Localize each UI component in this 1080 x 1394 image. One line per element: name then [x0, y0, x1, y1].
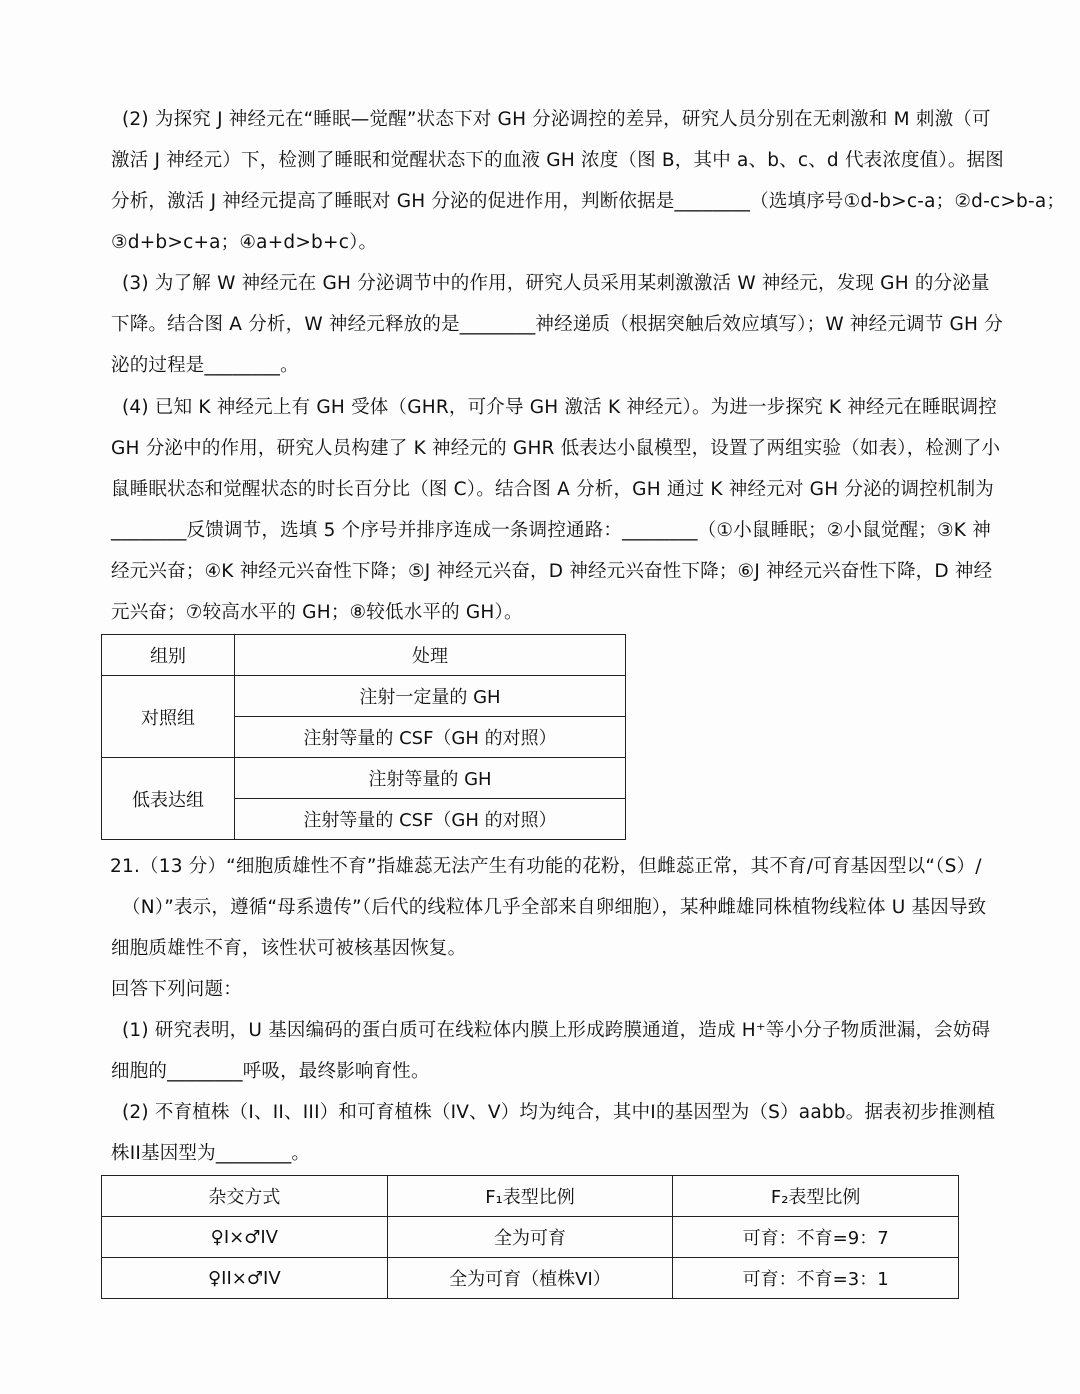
- q20-part4-line6: 元兴奋；⑦较高水平的 GH；⑧较低水平的 GH）。: [111, 602, 523, 623]
- q21-part1-line2: 细胞的________呼吸，最终影响育性。: [111, 1061, 430, 1082]
- table-row: [102, 1217, 959, 1258]
- table-header-row: [102, 635, 626, 676]
- group-name-cell: 对照组: [102, 676, 235, 758]
- q21-part1-line1: (1) 研究表明，U 基因编码的蛋白质可在线粒体内膜上形成跨膜通道，造成 H⁺等小分子物质泄漏，会妨碍: [122, 1020, 991, 1041]
- q21-prompt: 回答下列问题：: [111, 979, 242, 1000]
- header-cell-f1: F₁表型比例: [387, 1176, 673, 1217]
- table-row: [102, 676, 626, 717]
- q20-part4-line5: 经元兴奋；④K 神经元兴奋性下降；⑤J 神经元兴奋，D 神经元兴奋性下降；⑥J 神经元兴奋性下降，D 神经: [111, 561, 993, 582]
- header-cell-treatment: 处理: [235, 635, 626, 676]
- q20-part3-line3: 泌的过程是________。: [111, 355, 299, 376]
- q21-stem-line3: 细胞质雄性不育，该性状可被核基因恢复。: [111, 938, 467, 959]
- q21-part2-line1: (2) 不育植株（I、II、III）和可育植株（IV、V）均为纯合，其中I的基因型为（S）aabb。据表初步推测植: [122, 1102, 996, 1123]
- f2-cell: 可育：不育=9：7: [673, 1217, 959, 1258]
- q21-stem-line2: （N）”表示，遵循“母系遗传”（后代的线粒体几乎全部来自卵细胞），某种雌雄同株植物线粒体 U 基因导致: [122, 897, 987, 918]
- q20-part2-line4: ③d+b>c+a；④a+d>b+c）。: [111, 232, 378, 253]
- cross-cell: ♀II×♂IV: [102, 1258, 388, 1299]
- q20-part2-line1: (2) 为探究 J 神经元在“睡眠—觉醒”状态下对 GH 分泌调控的差异，研究人员分别在无刺激和 M 刺激（可: [122, 109, 991, 130]
- group-name-cell: 低表达组: [102, 758, 235, 840]
- treatment-cell: 注射等量的 GH: [235, 758, 626, 799]
- table-header-row: [102, 1176, 959, 1217]
- q20-part4-line2: GH 分泌中的作用，研究人员构建了 K 神经元的 GHR 低表达小鼠模型，设置了两组实验（如表），检测了小: [111, 438, 1001, 459]
- q20-part3-line1: (3) 为了解 W 神经元在 GH 分泌调节中的作用，研究人员采用某刺激激活 W 神经元，发现 GH 的分泌量: [122, 273, 990, 294]
- f1-cell: 全为可育: [387, 1217, 673, 1258]
- treatment-cell: 注射等量的 CSF（GH 的对照）: [235, 799, 626, 840]
- cross-cell: ♀I×♂IV: [102, 1217, 388, 1258]
- q20-part3-line2: 下降。结合图 A 分析，W 神经元释放的是________神经递质（根据突触后效应填写）；W 神经元调节 GH 分: [111, 314, 1003, 335]
- q20-part2-line3: 分析，激活 J 神经元提高了睡眠对 GH 分泌的促进作用，判断依据是________（选填序号①d-b>c-a；②d-c>b-a；: [111, 191, 1066, 212]
- treatment-cell: 注射等量的 CSF（GH 的对照）: [235, 717, 626, 758]
- treatment-cell: 注射一定量的 GH: [235, 676, 626, 717]
- q21-stem-line1: 21.（13 分）“细胞质雄性不育”指雄蕊无法产生有功能的花粉，但雌蕊正常，其不育/可育基因型以“（S）/: [110, 856, 982, 877]
- f1-cell: 全为可育（植株VI）: [387, 1258, 673, 1299]
- table-row: [102, 1258, 959, 1299]
- q21-part2-line2: 株II基因型为________。: [111, 1143, 311, 1164]
- q20-part4-line3: 鼠睡眠状态和觉醒状态的时长百分比（图 C）。结合图 A 分析，GH 通过 K 神经元对 GH 分泌的调控机制为: [111, 479, 994, 500]
- header-cell-group: 组别: [102, 635, 235, 676]
- q20-part4-line1: (4) 已知 K 神经元上有 GH 受体（GHR，可介导 GH 激活 K 神经元）。为进一步探究 K 神经元在睡眠调控: [122, 397, 997, 418]
- header-cell-cross: 杂交方式: [102, 1176, 388, 1217]
- table-row: [102, 758, 626, 799]
- header-cell-f2: F₂表型比例: [673, 1176, 959, 1217]
- q20-part4-line4: ________反馈调节，选填 5 个序号并排序连成一条调控通路：________（①小鼠睡眠；②小鼠觉醒；③K 神: [111, 520, 991, 541]
- f2-cell: 可育：不育=3：1: [673, 1258, 959, 1299]
- experiment-groups-table: [101, 634, 626, 840]
- cross-results-table: [101, 1175, 959, 1299]
- q20-part2-line2: 激活 J 神经元）下，检测了睡眠和觉醒状态下的血液 GH 浓度（图 B，其中 a、b、c、d 代表浓度值）。据图: [111, 150, 1005, 171]
